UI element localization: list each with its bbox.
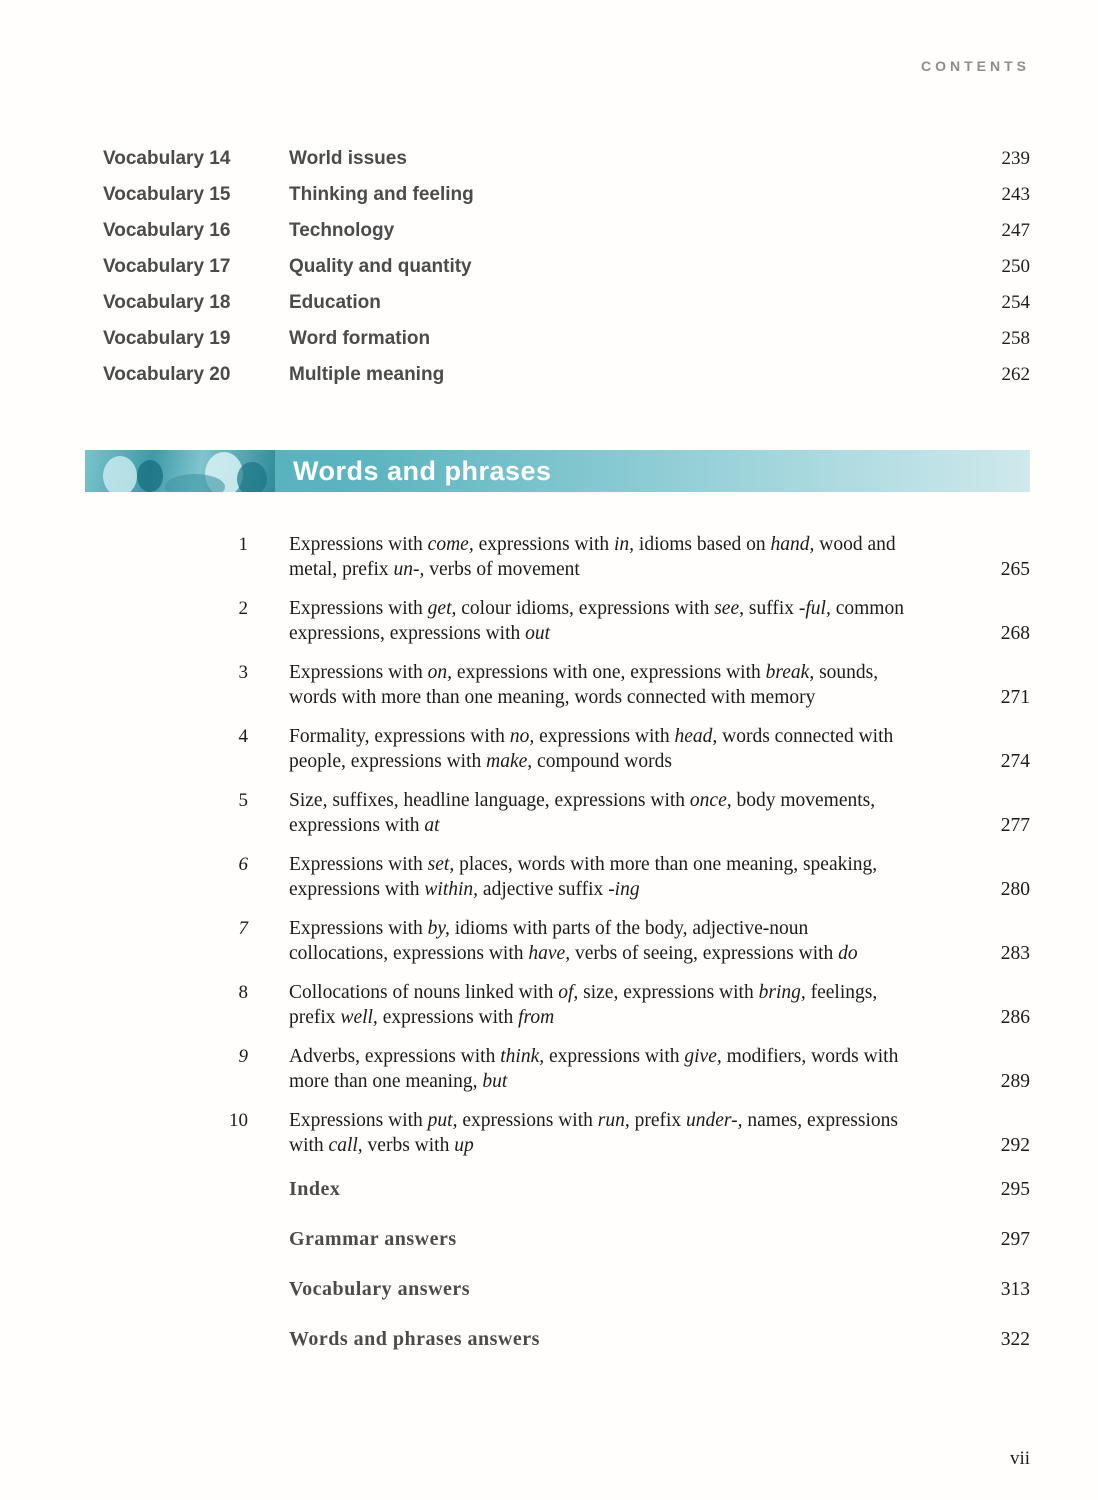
words-toc-row <box>200 916 1030 966</box>
toc-entry-description: Expressions with by, idioms with parts of the body, adjective-noun collocations, expressions with have, verbs of seeing, expressions with do <box>289 918 858 964</box>
toc-entry-number: 7 <box>238 918 248 939</box>
vocabulary-toc-row <box>103 184 1030 220</box>
toc-entry-number: 1 <box>238 534 248 555</box>
back-matter-row <box>289 1228 1030 1278</box>
toc-entry-page: 280 <box>1000 879 1030 900</box>
toc-entry-description: Expressions with put, expressions with run, prefix under-, names, expressions with call, verbs with up <box>289 1110 898 1156</box>
toc-entry-description: Expressions with on, expressions with one, expressions with break, sounds, words with more than one meaning, words connected with memory <box>289 662 879 708</box>
toc-entry-page: 313 <box>1000 1279 1030 1300</box>
toc-entry-page: 243 <box>1001 184 1030 205</box>
toc-entry-page: 286 <box>1000 1007 1030 1028</box>
toc-entry-label: Vocabulary 16 <box>103 220 231 241</box>
toc-entry-label: Vocabulary 20 <box>103 364 231 385</box>
running-head: CONTENTS <box>921 58 1030 74</box>
toc-entry-label: Vocabulary 17 <box>103 256 231 277</box>
toc-entry-description: Expressions with get, colour idioms, expressions with see, suffix -ful, common expressions, expressions with out <box>289 598 904 644</box>
toc-entry-number: 8 <box>238 982 248 1003</box>
toc-entry-page: 283 <box>1000 943 1030 964</box>
vocabulary-toc-row <box>103 220 1030 256</box>
words-toc-row <box>200 1044 1030 1094</box>
section-banner <box>85 450 1030 492</box>
toc-entry-description: Formality, expressions with no, expressions with head, words connected with people, expressions with make, compound words <box>289 726 894 772</box>
words-toc-row <box>200 596 1030 646</box>
toc-entry-label: Vocabulary 18 <box>103 292 231 313</box>
words-toc-row <box>200 980 1030 1030</box>
banner-photo <box>85 450 275 492</box>
toc-entry-page: 247 <box>1001 220 1030 241</box>
toc-entry-page: 265 <box>1000 559 1030 580</box>
vocabulary-toc-list <box>103 148 1030 400</box>
words-toc-row <box>200 1108 1030 1158</box>
toc-entry-number: 3 <box>238 662 248 683</box>
photo-shape <box>103 456 137 492</box>
toc-entry-label: Vocabulary answers <box>289 1278 471 1300</box>
toc-entry-page: 297 <box>1000 1229 1030 1250</box>
toc-entry-description: Collocations of nouns linked with of, size, expressions with bring, feelings, prefix well, expressions with from <box>289 982 878 1028</box>
toc-entry-title: Word formation <box>289 328 431 349</box>
toc-entry-title: Quality and quantity <box>289 256 472 277</box>
toc-entry-page: 289 <box>1000 1071 1030 1092</box>
toc-entry-number: 10 <box>229 1110 248 1131</box>
words-toc-row <box>200 852 1030 902</box>
back-matter-row <box>289 1178 1030 1228</box>
toc-entry-page: 322 <box>1000 1329 1030 1350</box>
vocabulary-toc-row <box>103 292 1030 328</box>
toc-entry-title: World issues <box>289 148 407 169</box>
vocabulary-toc-row <box>103 328 1030 364</box>
vocabulary-toc-row <box>103 364 1030 400</box>
toc-entry-number: 4 <box>238 726 248 747</box>
page-number: vii <box>1009 1448 1030 1469</box>
toc-entry-page: 292 <box>1000 1135 1030 1156</box>
toc-entry-description: Size, suffixes, headline language, expressions with once, body movements, expressions with at <box>289 790 876 836</box>
toc-entry-label: Vocabulary 19 <box>103 328 231 349</box>
toc-entry-label: Index <box>289 1178 341 1200</box>
toc-entry-page: 277 <box>1000 815 1030 836</box>
words-toc-row <box>200 724 1030 774</box>
toc-entry-page: 254 <box>1001 292 1030 313</box>
section-title: Words and phrases <box>293 455 552 486</box>
toc-entry-page: 258 <box>1001 328 1030 349</box>
toc-entry-page: 274 <box>1000 751 1030 772</box>
toc-entry-title: Education <box>289 292 381 313</box>
words-toc-row <box>200 660 1030 710</box>
toc-entry-page: 271 <box>1000 687 1030 708</box>
back-matter-row <box>289 1328 1030 1378</box>
toc-entry-page: 250 <box>1001 256 1030 277</box>
toc-entry-page: 295 <box>1000 1179 1030 1200</box>
toc-entry-page: 239 <box>1001 148 1030 169</box>
toc-entry-label: Vocabulary 15 <box>103 184 231 205</box>
back-matter-row <box>289 1278 1030 1328</box>
toc-entry-label: Words and phrases answers <box>289 1328 540 1350</box>
words-toc-row <box>200 788 1030 838</box>
toc-entry-description: Expressions with come, expressions with in, idioms based on hand, wood and metal, prefix un-, verbs of movement <box>289 534 896 580</box>
toc-entry-page: 262 <box>1001 364 1030 385</box>
toc-entry-number: 5 <box>238 790 248 811</box>
toc-entry-description: Adverbs, expressions with think, expressions with give, modifiers, words with more than one meaning, but <box>289 1046 899 1092</box>
words-toc-row <box>200 532 1030 582</box>
toc-entry-label: Vocabulary 14 <box>103 148 231 169</box>
back-matter-list <box>289 1178 1030 1378</box>
toc-entry-label: Grammar answers <box>289 1228 457 1250</box>
vocabulary-toc-row <box>103 148 1030 184</box>
words-toc-list <box>200 532 1030 1172</box>
toc-entry-title: Thinking and feeling <box>289 184 474 205</box>
vocabulary-toc-row <box>103 256 1030 292</box>
toc-entry-number: 2 <box>238 598 248 619</box>
toc-entry-page: 268 <box>1000 623 1030 644</box>
toc-entry-description: Expressions with set, places, words with more than one meaning, speaking, expressions with within, adjective suffix -ing <box>289 854 878 900</box>
toc-entry-title: Technology <box>289 220 395 241</box>
toc-entry-title: Multiple meaning <box>289 364 445 385</box>
photo-shape <box>137 460 163 492</box>
photo-shape <box>237 462 267 492</box>
toc-entry-number: 9 <box>238 1046 248 1067</box>
toc-entry-number: 6 <box>238 854 248 875</box>
